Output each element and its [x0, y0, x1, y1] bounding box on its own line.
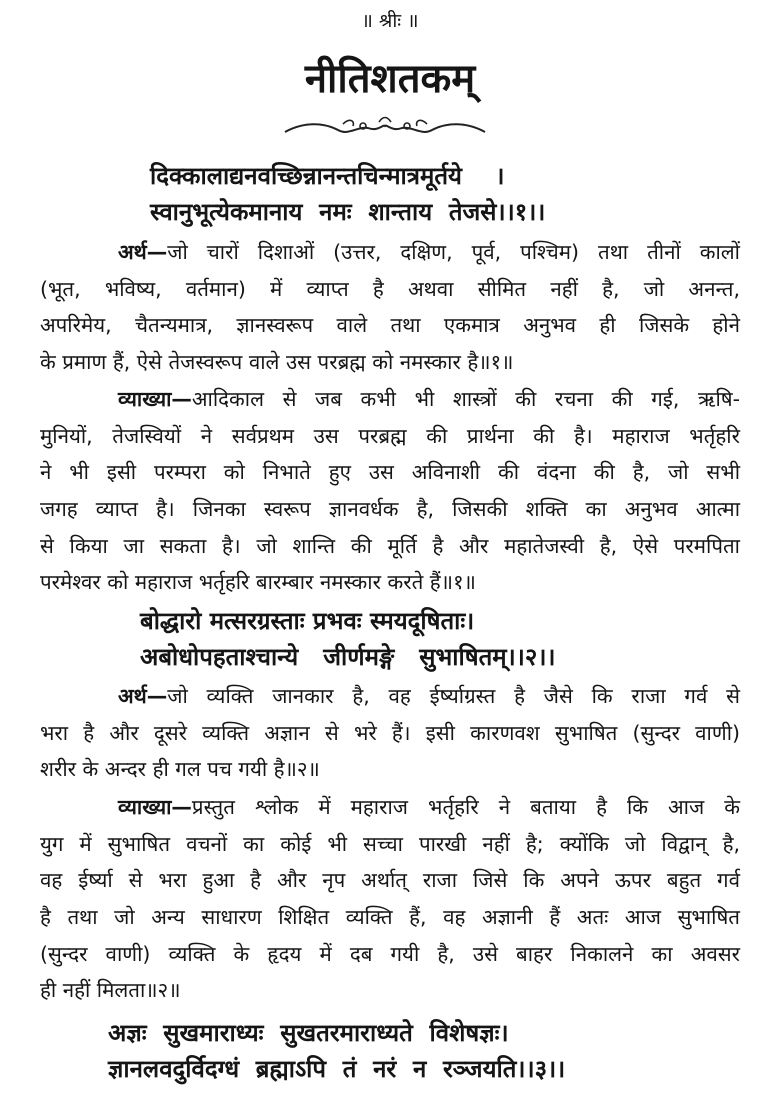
artha-paragraph-2 [40, 678, 740, 788]
text-line: के प्रमाण हैं, ऐसे तेजस्वरूप वाले उस परब्रह्म को नमस्कार है॥१॥ [40, 350, 514, 375]
artha-label: अर्थ— [118, 240, 168, 264]
vyakhya-paragraph-1 [40, 381, 740, 601]
text-line: मुनियों, तेजस्वियों ने सर्वप्रथम उस परब्रह्म की प्रार्थना की है। महाराज भर्तृहरि [40, 423, 740, 448]
text-line: ने भी इसी परम्परा को निभाते हुए उस अविनाशी की वंदना की है, जो सभी [40, 460, 740, 485]
text-line: ही नहीं मिलता॥२॥ [40, 978, 181, 1003]
text-line: (भूत, भविष्य, वर्तमान) में व्याप्त है अथवा सीमित नहीं है, जो अनन्त, [40, 276, 740, 301]
text-line: अपरिमेय, चैतन्यमात्र, ज्ञानस्वरूप वाले तथा एकमात्र अनुभव ही जिसके होने [40, 313, 740, 338]
text-line: शरीर के अन्दर ही गल पच गयी है॥२॥ [40, 757, 320, 782]
text-line: से किया जा सकता है। जो शान्ति की मूर्ति है और महातेजस्वी है, ऐसे परमपिता [40, 533, 740, 558]
verse-2 [0, 603, 780, 675]
invocation: ॥ श्रीः ॥ [361, 10, 419, 32]
text-line: (सुन्दर वाणी) व्यक्ति के हृदय में दब गयी है, उसे बाहर निकालने का अवसर [40, 941, 740, 966]
verse-line: स्वानुभूत्येकमानाय नमः शान्ताय तेजसे।।१।। [150, 198, 546, 226]
vyakhya-label: व्याख्या— [118, 795, 192, 819]
page-title: नीतिशतकम् [304, 56, 476, 102]
verse-line: अबोधोपहताश्चान्ये जीर्णमङ्गे सुभाषितम्।।२।। [140, 643, 556, 671]
text-line: वह ईर्ष्या से भरा हुआ है और नृप अर्थात् राजा जिसे कि अपने ऊपर बहुत गर्व [40, 868, 740, 893]
verse-3 [0, 1015, 780, 1087]
artha-paragraph-1 [40, 234, 740, 381]
verse-line: दिक्कालाद्यनवच्छिन्नानन्तचिन्मात्रमूर्तये । [150, 162, 505, 190]
verse-line: ज्ञानलवदुर्विदग्धं ब्रह्माऽपि तं नरं न रञ्जयति।।३।। [108, 1055, 566, 1083]
ornament-divider-icon [283, 114, 487, 140]
text-line: आदिकाल से जब कभी भी शास्त्रों की रचना की गई, ऋषि- [191, 387, 740, 411]
vyakhya-label: व्याख्या— [118, 387, 192, 411]
verse-1 [0, 158, 780, 230]
text-line: जो व्यक्ति जानकार है, वह ईर्ष्याग्रस्त है जैसे कि राजा गर्व से [167, 684, 740, 708]
text-line: प्रस्तुत श्लोक में महाराज भर्तृहरि ने बताया है कि आज के [191, 795, 740, 819]
vyakhya-paragraph-2 [40, 789, 740, 1009]
text-line: जगह व्याप्त है। जिनका स्वरूप ज्ञानवर्धक है, जिसकी शक्ति का अनुभव आत्मा [40, 497, 740, 522]
artha-label: अर्थ— [118, 684, 168, 708]
verse-line: बोद्धारो मत्सरग्रस्ताः प्रभवः स्मयदूषिताः। [140, 607, 475, 635]
text-line: भरा है और दूसरे व्यक्ति अज्ञान से भरे हैं। इसी कारणवश सुभाषित (सुन्दर वाणी) [40, 720, 740, 745]
text-line: है तथा जो अन्य साधारण शिक्षित व्यक्ति हैं, वह अज्ञानी हैं अतः आज सुभाषित [40, 905, 740, 930]
text-line: परमेश्वर को महाराज भर्तृहरि बारम्बार नमस्कार करते हैं॥१॥ [40, 570, 476, 595]
verse-line: अज्ञः सुखमाराध्यः सुखतरमाराध्यते विशेषज्ञः। [108, 1019, 509, 1047]
text-line: युग में सुभाषित वचनों का कोई भी सच्चा पारखी नहीं है; क्योंकि जो विद्वान् है, [40, 831, 740, 856]
text-line: जो चारों दिशाओं (उत्तर, दक्षिण, पूर्व, पश्चिम) तथा तीनों कालों [167, 240, 740, 264]
